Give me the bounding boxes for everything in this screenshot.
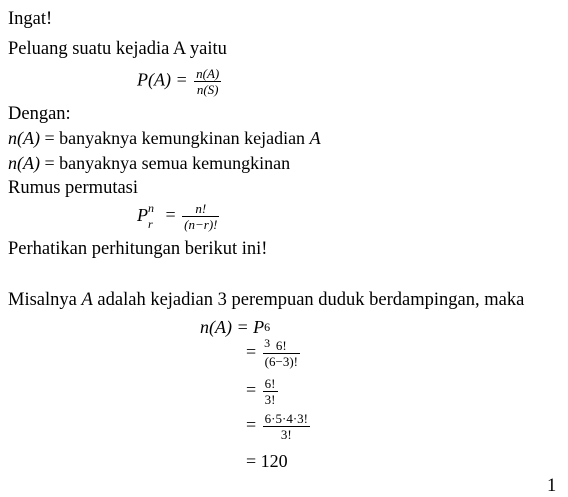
calc-step3-den: 3!: [280, 427, 292, 442]
calc-result: = 120: [246, 451, 288, 471]
perm-denominator: (n−r)!: [184, 217, 218, 232]
calc-step3-fraction: [263, 411, 310, 442]
calc-step2-den: 3!: [264, 392, 276, 407]
calc-step1-fraction: [263, 338, 300, 369]
prob-denominator: n(S): [196, 82, 219, 97]
perm-equals: =: [161, 204, 181, 225]
perm-fraction: [182, 201, 219, 232]
calc-step2-eq: =: [246, 379, 257, 400]
perhatikan-text: Perhatikan perhitungan berikut ini!: [8, 239, 268, 259]
definition-1: [8, 127, 321, 149]
perm-base: P: [137, 204, 148, 225]
perm-sub: r: [148, 216, 153, 231]
misalnya-var: A: [81, 290, 93, 310]
page-number: 1: [547, 476, 557, 496]
calc-lhs-text: n(A) = P: [200, 317, 265, 337]
def2-equals: =: [39, 153, 60, 173]
perm-symbol: [137, 200, 161, 231]
definition-2: [8, 152, 290, 174]
calc-step3-num: 6·5·4·3!: [264, 411, 308, 426]
calc-step1-num: 6!: [275, 338, 287, 353]
calc-step1-eq: =: [246, 341, 257, 362]
def1-symbol: n(A): [8, 128, 40, 148]
heading: Ingat!: [8, 9, 53, 29]
calc-step2-num: 6!: [264, 376, 276, 391]
calc-step3-eq: =: [246, 414, 257, 435]
calc-step2-fraction: [263, 376, 278, 407]
calc-step1-den: (6−3)!: [264, 354, 298, 369]
calc-lhs: [200, 316, 278, 350]
calc-step-3: [246, 411, 312, 442]
perm-numerator: n!: [195, 201, 207, 216]
def1-var: A: [309, 128, 321, 148]
calc-sup: 6: [264, 320, 271, 334]
def1-equals: =: [39, 128, 60, 148]
prob-numerator: n(A): [196, 66, 220, 81]
calc-sub: 3: [264, 336, 271, 350]
rumus-label: Rumus permutasi: [8, 178, 139, 198]
permutation-formula: [137, 201, 221, 232]
misalnya-pre: Misalnya: [8, 290, 82, 310]
probability-formula: [137, 66, 223, 97]
prob-fraction: [194, 66, 221, 97]
misalnya-post: adalah kejadian 3 perempuan duduk berdampingan, maka: [92, 290, 525, 310]
calc-step-1: [246, 338, 302, 369]
prob-lhs: P(A) =: [137, 69, 188, 90]
def1-text: banyaknya kemungkinan kejadian: [59, 128, 310, 148]
intro-text: Peluang suatu kejadia A yaitu: [8, 39, 227, 59]
misalnya-text: [8, 289, 524, 311]
dengan-label: Dengan:: [8, 104, 71, 124]
def2-symbol: n(A): [8, 153, 40, 173]
def2-text: banyaknya semua kemungkinan: [59, 153, 291, 173]
perm-sup: n: [148, 200, 154, 215]
calc-step-2: [246, 376, 280, 407]
